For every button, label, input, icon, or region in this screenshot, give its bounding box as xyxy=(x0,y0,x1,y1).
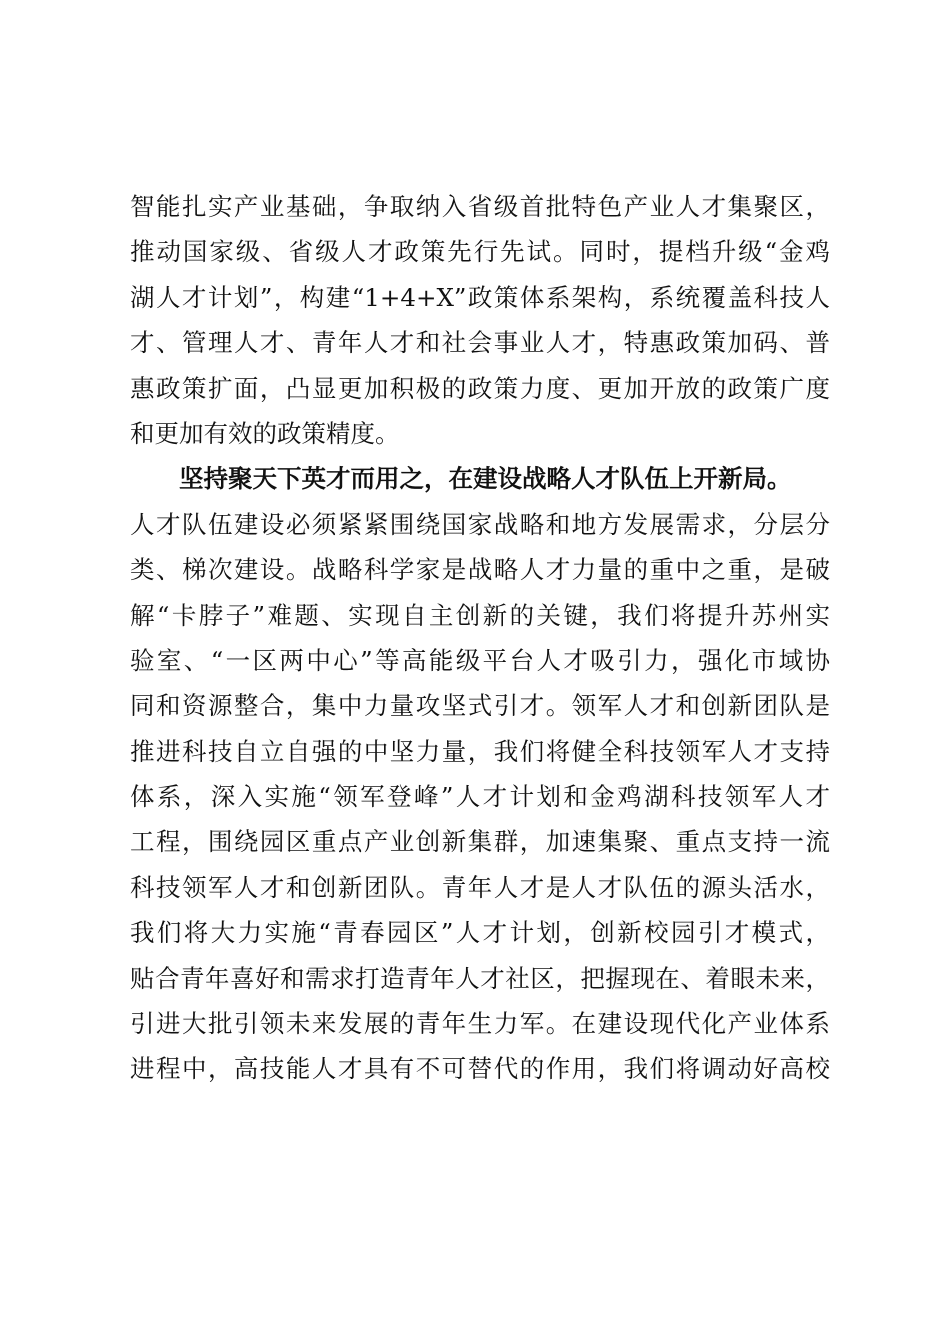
text-line-5: 惠政策扩面，凸显更加积极的政策力度、更加开放的政策广度 xyxy=(130,373,830,403)
text-line-20: 进程中，高技能人才具有不可替代的作用，我们将调动好高校 xyxy=(130,1054,830,1084)
text-line-3: 湖人才计划”，构建“1+4+X”政策体系架构，系统覆盖科技人 xyxy=(130,282,830,312)
text-line-11: 验室、“一区两中心”等高能级平台人才吸引力，强化市域协 xyxy=(130,645,830,675)
text-line-1: 智能扎实产业基础，争取纳入省级首批特色产业人才集聚区， xyxy=(130,192,830,221)
text-line-19: 引进大批引领未来发展的青年生力军。在建设现代化产业体系 xyxy=(130,1009,830,1039)
text-line-17: 我们将大力实施“青春园区”人才计划，创新校园引才模式， xyxy=(130,918,830,948)
text-line-2: 推动国家级、省级人才政策先行先试。同时，提档升级“金鸡 xyxy=(130,237,830,267)
text-line-9: 类、梯次建设。战略科学家是战略人才力量的重中之重，是破 xyxy=(130,555,830,585)
text-line-16: 科技领军人才和创新团队。青年人才是人才队伍的源头活水， xyxy=(130,872,830,902)
text-line-12: 同和资源整合，集中力量攻坚式引才。领军人才和创新团队是 xyxy=(130,691,830,721)
text-line-18: 贴合青年喜好和需求打造青年人才社区，把握现在、着眼未来， xyxy=(130,963,830,993)
text-line-15: 工程，围绕园区重点产业创新集群，加速集聚、重点支持一流 xyxy=(130,827,830,857)
text-line-6: 和更加有效的政策精度。 xyxy=(130,418,400,448)
text-line-4: 才、管理人才、青年人才和社会事业人才，特惠政策加码、普 xyxy=(130,328,830,358)
section-lead-sentence: 坚持聚天下英才而用之，在建设战略人才队伍上开新局。 xyxy=(179,464,792,494)
text-line-13: 推进科技自立自强的中坚力量，我们将健全科技领军人才支持 xyxy=(130,736,830,766)
body-text xyxy=(130,184,830,1092)
text-line-10: 解“卡脖子”难题、实现自主创新的关键，我们将提升苏州实 xyxy=(130,600,830,630)
text-line-14: 体系，深入实施“领军登峰”人才计划和金鸡湖科技领军人才 xyxy=(130,782,830,812)
text-line-8: 人才队伍建设必须紧紧围绕国家战略和地方发展需求，分层分 xyxy=(130,509,830,539)
